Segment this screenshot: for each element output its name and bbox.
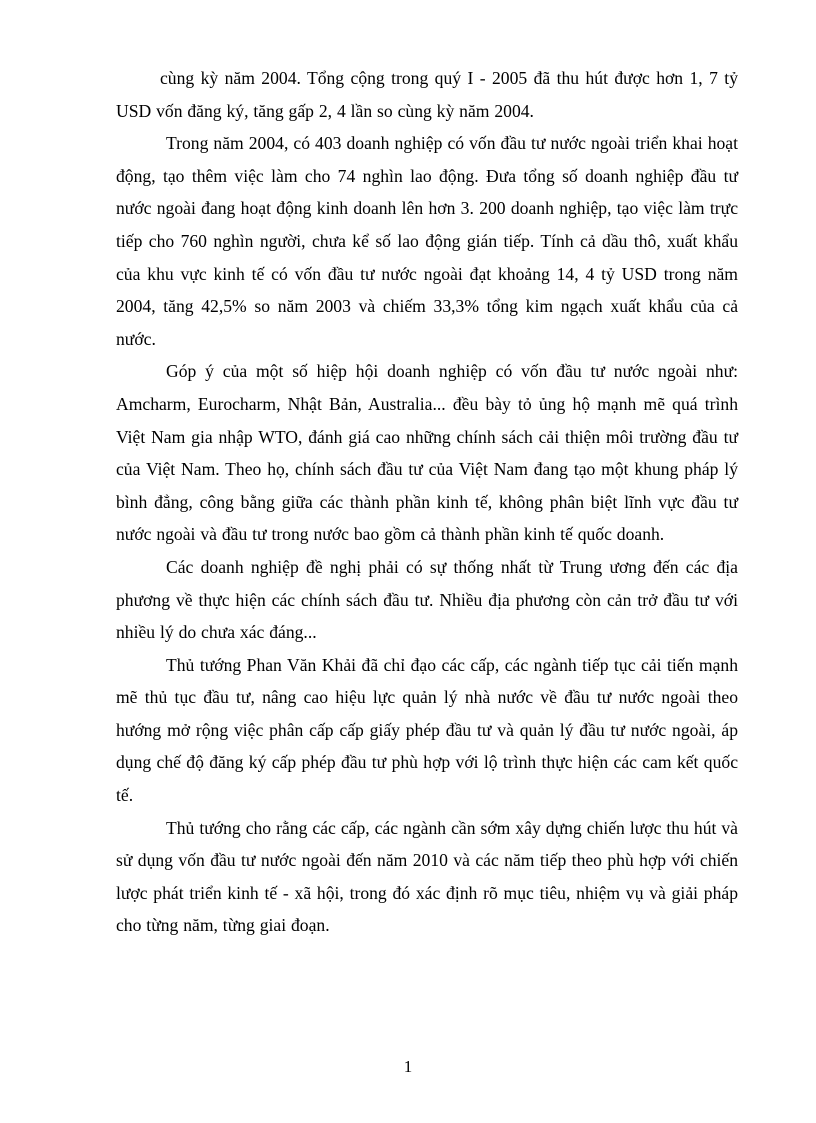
document-body — [116, 62, 738, 942]
paragraph-2: Trong năm 2004, có 403 doanh nghiệp có vốn đầu tư nước ngoài triển khai hoạt động, tạo thêm việc làm cho 74 nghìn lao động. Đưa tổng số doanh nghiệp đầu tư nước ngoài đang hoạt động kinh doanh lên hơn 3. 200 doanh nghiệp, tạo việc làm trực tiếp cho 760 nghìn người, chưa kể số lao động gián tiếp. Tính cả dầu thô, xuất khẩu của khu vực kinh tế có vốn đầu tư nước ngoài đạt khoảng 14, 4 tỷ USD trong năm 2004, tăng 42,5% so năm 2003 và chiếm 33,3% tổng kim ngạch xuất khẩu của cả nước. — [116, 133, 738, 349]
paragraph-6: Thủ tướng cho rằng các cấp, các ngành cần sớm xây dựng chiến lược thu hút và sử dụng vốn đầu tư nước ngoài đến năm 2010 và các năm tiếp theo phù hợp với chiến lược phát triển kinh tế - xã hội, trong đó xác định rõ mục tiêu, nhiệm vụ và giải pháp cho từng năm, từng giai đoạn. — [116, 817, 738, 936]
paragraph-4: Các doanh nghiệp đề nghị phải có sự thống nhất từ Trung ương đến các địa phương về thực hiện các chính sách đầu tư. Nhiều địa phương còn cản trở đầu tư với nhiều lý do chưa xác đáng... — [116, 556, 738, 643]
page-number: 1 — [403, 1057, 413, 1076]
paragraph-3: Góp ý của một số hiệp hội doanh nghiệp có vốn đầu tư nước ngoài như: Amcharm, Eurocharm, Nhật Bản, Australia... đều bày tỏ ủng hộ mạnh mẽ quá trình Việt Nam gia nhập WTO, đánh giá cao những chính sách cải thiện môi trường đầu tư của Việt Nam. Theo họ, chính sách đầu tư của Việt Nam đang tạo một khung pháp lý bình đẳng, công bằng giữa các thành phần kinh tế, không phân biệt lĩnh vực đầu tư nước ngoài và đầu tư trong nước bao gồm cả thành phần kinh tế quốc doanh. — [116, 361, 738, 545]
paragraph-5: Thủ tướng Phan Văn Khải đã chỉ đạo các cấp, các ngành tiếp tục cải tiến mạnh mẽ thủ tục đầu tư, nâng cao hiệu lực quản lý nhà nước về đầu tư nước ngoài theo hướng mở rộng việc phân cấp cấp giấy phép đầu tư và quản lý đầu tư nước ngoài, áp dụng chế độ đăng ký cấp phép đầu tư phù hợp với lộ trình thực hiện các cam kết quốc tế. — [116, 654, 738, 806]
paragraph-1: cùng kỳ năm 2004. Tổng cộng trong quý I - 2005 đã thu hút được hơn 1, 7 tỷ USD vốn đăng ký, tăng gấp 2, 4 lần so cùng kỳ năm 2004. — [116, 68, 738, 121]
